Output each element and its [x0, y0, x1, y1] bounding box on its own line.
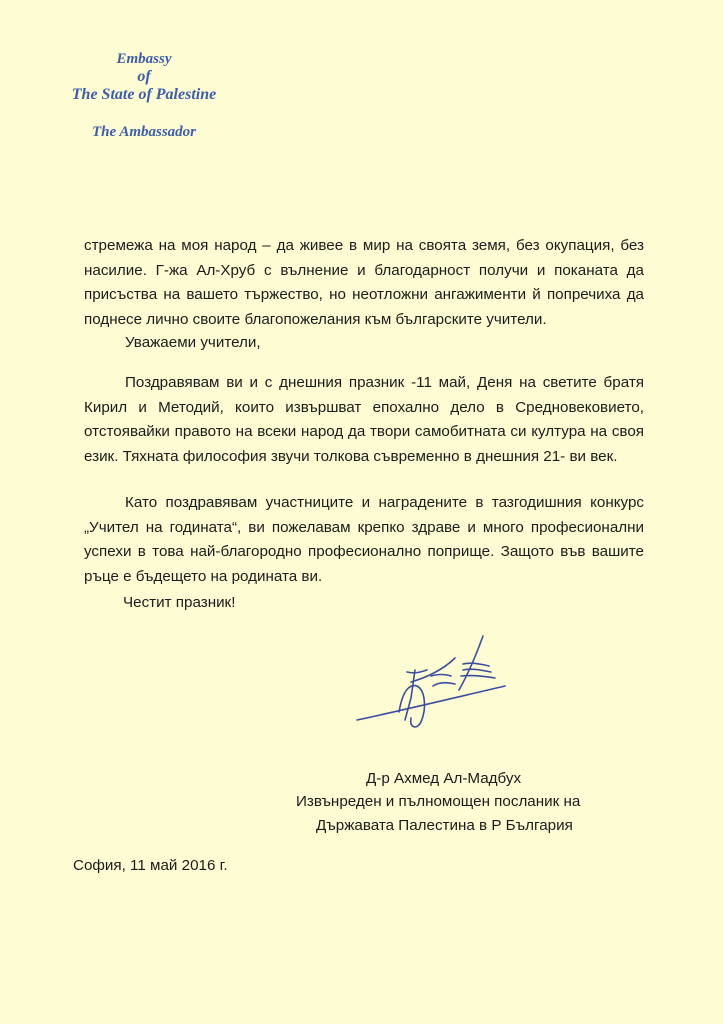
closing: Честит празник! [123, 594, 236, 611]
paragraph-text: стремежа на моя народ – да живее в мир на своята земя, без окупация, без насилие. Г-жа Ал-Хруб с вълнение и благодарност получи и поканата да присъства на вашето тържество, но неотложни ангажименти й попречиха да поднесе лично своите благопожелания към българските учители. [84, 237, 644, 328]
paragraph-text: Като поздравявам участниците и наградените в тазгодишния конкурс „Учител на годината“, ви пожелавам крепко здраве и много професионални успехи в това най-благородно професионално поприще. Защото във вашите ръце е бъдещето на родината ви. [84, 494, 644, 585]
place-and-date: София, 11 май 2016 г. [73, 857, 228, 874]
letter-paragraph-2 [84, 371, 644, 469]
letterhead-of: of [137, 68, 151, 85]
letter-paragraph-3 [84, 491, 644, 589]
sender-name: Д-р Ахмед Ал-Мадбух [366, 770, 522, 787]
letterhead-state: The State of Palestine [71, 86, 217, 103]
letterhead [56, 50, 232, 142]
sender-title: Извънреден и пълномощен посланик на [296, 793, 581, 810]
letterhead-embassy: Embassy [116, 51, 172, 67]
signature-icon [355, 628, 515, 738]
letter-paragraph-1 [84, 234, 644, 332]
letterhead-ambassador: The Ambassador [91, 124, 197, 140]
sender-country: Държавата Палестина в Р България [316, 817, 573, 834]
paragraph-text: Поздравявам ви и с днешния празник -11 май, Деня на светите братя Кирил и Методий, които извършват епохално дело в Средновековието, отстоявайки правото на всеки народ да твори самобитната си култура на своя език. Тяхната философия звучи толкова съвременно в днешния 21- ви век. [84, 374, 644, 465]
salutation: Уважаеми учители, [125, 334, 261, 351]
